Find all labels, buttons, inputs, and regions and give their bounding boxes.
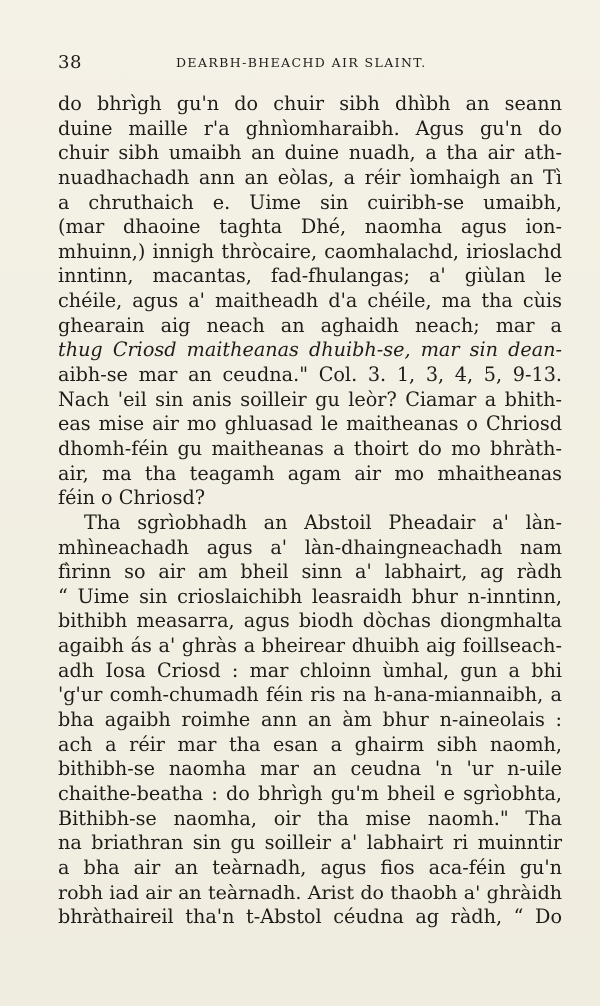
text-line: bithibh-se naomha mar an ceudna 'n 'ur n-uile	[58, 757, 562, 781]
running-head: DEARBH-BHEACHD AIR SLAINT.	[176, 55, 427, 70]
text-line: adh Iosa Criosd : mar chloinn ùmhal, gun a bhi	[58, 658, 562, 682]
text-line: Nach 'eil sin anis soilleir gu leòr? Ciamar a bhith-	[58, 387, 562, 411]
text-line: Tha sgrìobhadh an Abstoil Pheadair a' làn-	[84, 510, 562, 534]
text-line: do bhrìgh gu'n do chuir sibh dhìbh an seann	[58, 92, 562, 115]
text-line: na briathran sin gu soilleir a' labhairt ri muinntir	[58, 831, 562, 855]
body-text	[58, 92, 562, 930]
text-line: chaithe-beatha : do bhrìgh gu'm bheil e sgrìobhta,	[58, 781, 562, 805]
text-line: robh iad air an teàrnadh. Arist do thaobh a' ghràidh	[58, 881, 562, 904]
text-line: fìrinn so air am bheil sinn a' labhairt, ag ràdh	[58, 560, 562, 584]
text-line: thug Criosd maitheanas dhuibh-se, mar sin dean-	[58, 338, 562, 362]
text-line: aibh-se mar an ceudna." Col. 3. 1, 3, 4, 5, 9-13.	[58, 363, 562, 387]
text-line: a bha air an teàrnadh, agus fios aca-féin gu'n	[58, 855, 562, 879]
text-line: bhràthaireil tha'n t-Abstol céudna ag ràdh, “ Do	[58, 905, 562, 929]
text-line: bha agaibh roimhe ann an àm bhur n-aineolais :	[58, 708, 562, 732]
text-line: dhomh-féin gu maitheanas a thoirt do mo bhràth-	[58, 436, 562, 460]
text-line: “ Uime sin crioslaichibh leasraidh bhur n-inntinn,	[58, 584, 562, 608]
text-line: inntinn, macantas, fad-fhulangas; a' giùlan le	[58, 264, 562, 288]
text-line: mhìneachadh agus a' làn-dhaingneachadh nam	[58, 535, 562, 559]
page-number: 38	[58, 52, 82, 73]
text-line: eas mise air mo ghluasad le maitheanas o Chriosd	[58, 412, 562, 436]
text-line: Bithibh-se naomha, oir tha mise naomh." Tha	[58, 806, 562, 830]
text-line: chéile, agus a' maitheadh d'a chéile, ma tha cùis	[58, 289, 562, 313]
text-line: ach a réir mar tha esan a ghairm sibh naomh,	[58, 732, 562, 756]
text-line: mhuinn,) innigh thròcaire, caomhalachd, irioslachd	[58, 239, 562, 263]
text-line: (mar dhaoine taghta Dhé, naomha agus ion-	[58, 215, 562, 239]
text-line: agaibh ás a' ghràs a bheirear dhuibh aig foillseach-	[58, 634, 562, 658]
text-line: air, ma tha teagamh agam air mo mhaitheanas	[58, 461, 562, 485]
text-line: ghearain aig neach an aghaidh neach; mar a	[58, 313, 562, 337]
text-line: chuir sibh umaibh an duine nuadh, a tha air ath-	[58, 141, 562, 165]
page-header	[58, 52, 543, 72]
text-line: a chruthaich e. Uime sin cuiribh-se umaibh,	[58, 190, 562, 214]
text-line: féin o Chriosd?	[58, 486, 206, 510]
text-line: nuadhachadh ann an eòlas, a réir ìomhaigh an Tì	[58, 165, 562, 189]
text-line: bithibh measarra, agus biodh dòchas diongmhalta	[58, 609, 562, 633]
text-line: 'g'ur comh-chumadh féin ris na h-ana-miannaibh, a	[58, 683, 562, 707]
text-line: duine maille r'a ghnìomharaibh. Agus gu'n do	[58, 116, 562, 140]
